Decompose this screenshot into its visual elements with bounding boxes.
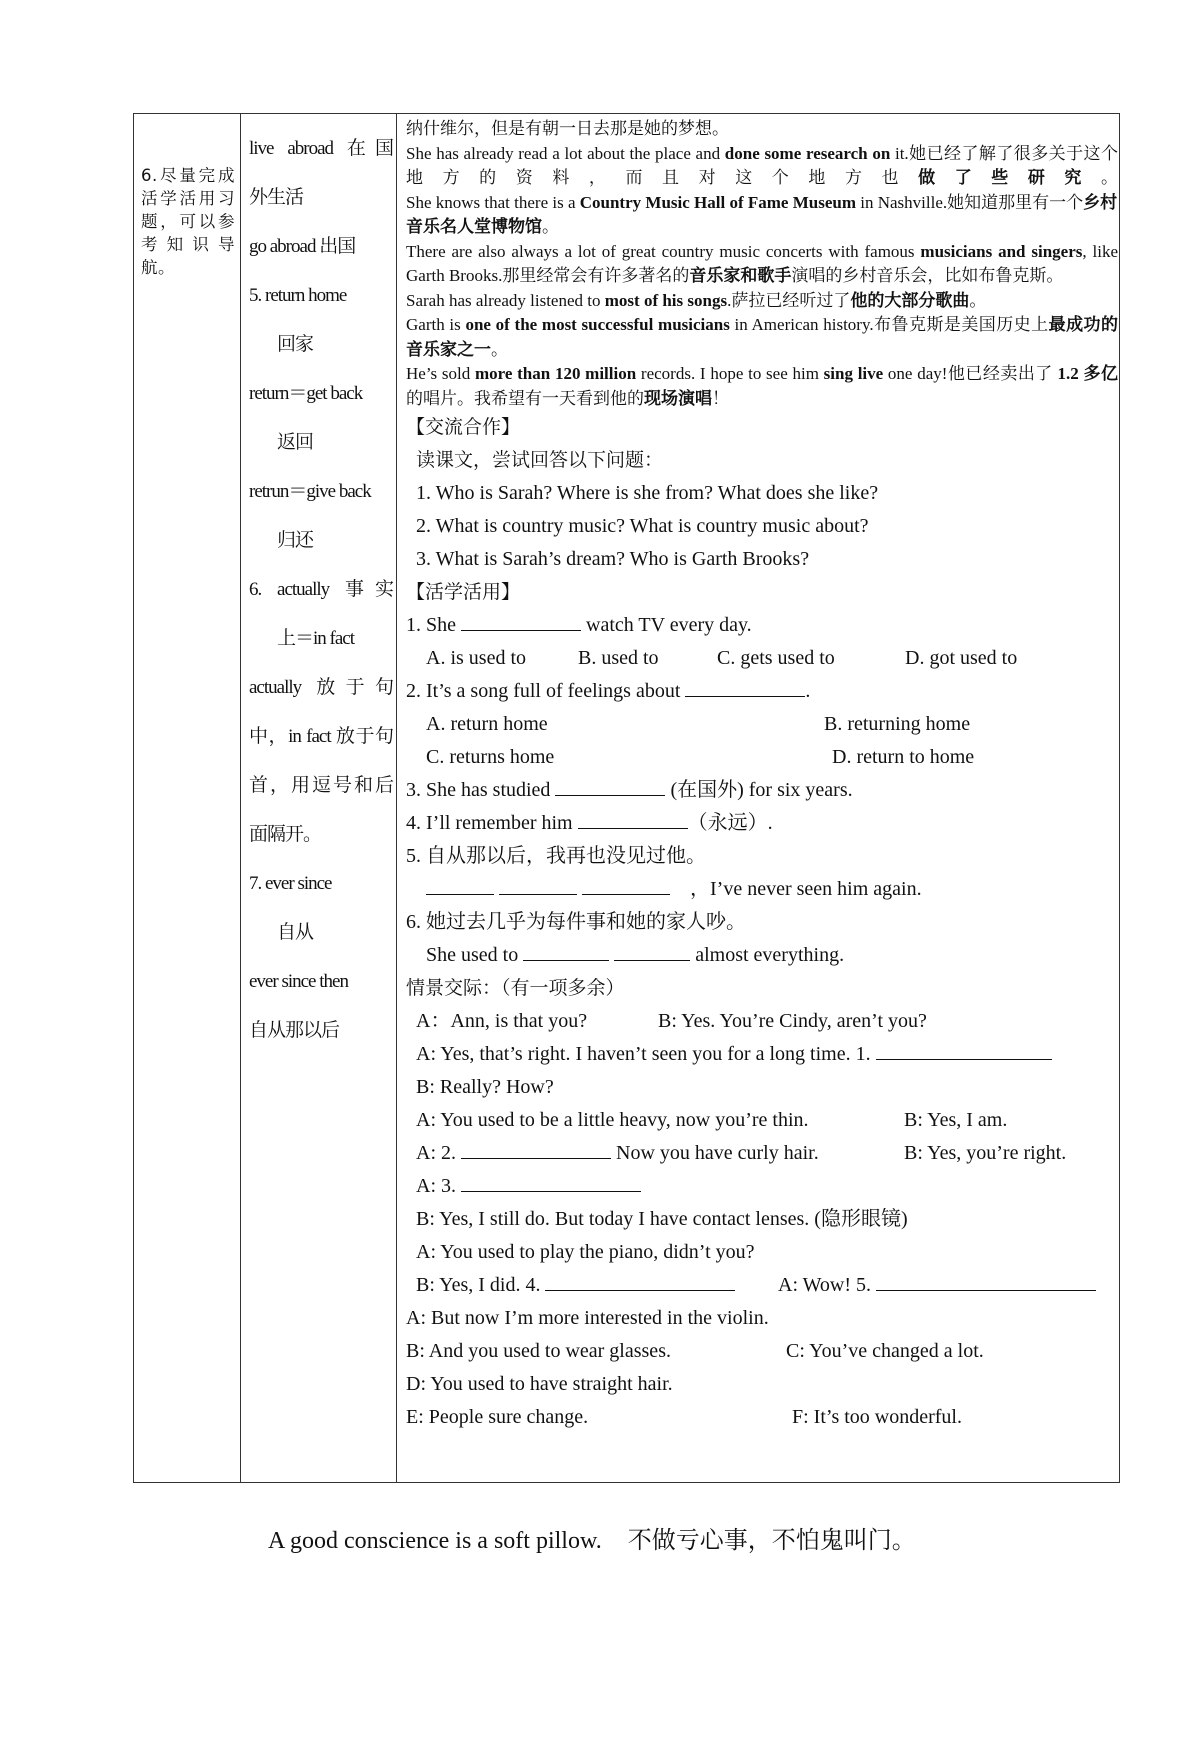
- answer-line: ，I’ve never seen him again.: [406, 873, 1118, 906]
- vocab-line: 6. actually 事实: [249, 579, 393, 600]
- proverb-chinese: 不做亏心事，不怕鬼叫门。: [627, 1528, 916, 1554]
- answer-blank[interactable]: [461, 1173, 641, 1192]
- vocab-line: actually 放于句: [249, 677, 393, 698]
- section-heading: 【交流合作】: [406, 416, 521, 438]
- vocab-line: 自从: [277, 922, 314, 943]
- answer-blank[interactable]: [461, 1140, 611, 1159]
- proverb: [268, 1520, 942, 1555]
- options-row: [406, 642, 1118, 675]
- option[interactable]: A. is used to: [426, 647, 526, 669]
- proverb-english: A good conscience is a soft pillow.: [268, 1528, 602, 1554]
- choice-option: E: People sure change. F: It’s too wonderful.: [406, 1406, 962, 1428]
- question: 6. 她过去几乎为每件事和她的家人吵。: [406, 911, 746, 933]
- answer-blank[interactable]: [582, 876, 670, 895]
- vocab-line: 中，in fact 放于句: [249, 726, 393, 747]
- lesson-table: [133, 113, 1120, 1483]
- vocab-line: 外生活: [249, 187, 304, 208]
- choice-option: D: You used to have straight hair.: [406, 1373, 673, 1395]
- reading-passage: [406, 117, 1118, 411]
- answer-blank[interactable]: [545, 1272, 735, 1291]
- question: 4. I’ll remember him （永远）.: [406, 812, 773, 834]
- dialogue-line: A: You used to play the piano, didn’t you?: [416, 1241, 755, 1263]
- dialogue-line: A: You used to be a little heavy, now you’re thin. B: Yes, I am.: [416, 1109, 1008, 1131]
- vocab-column: [241, 114, 397, 1482]
- question: 2. It’s a song full of feelings about .: [406, 680, 811, 702]
- question: 2. What is country music? What is country music about?: [416, 515, 869, 537]
- section-heading: 情景交际：（有一项多余）: [406, 977, 625, 999]
- vocab-line: 上＝in fact: [277, 628, 355, 649]
- answer-blank[interactable]: [876, 1041, 1052, 1060]
- vocab-line: 返回: [277, 432, 314, 453]
- vocab-line: 5. return home: [249, 285, 347, 306]
- dialogue-line: A：Ann, is that you? B: Yes. You’re Cindy, aren’t you?: [416, 1010, 927, 1032]
- reading-paragraph: She has already read a lot about the place and done some research on it.她已经了解了很多关于这个地方的资料，而且对这个地方也做了些研究。: [406, 143, 1119, 187]
- answer-blank[interactable]: [614, 942, 690, 961]
- reading-paragraph: Garth is one of the most successful musicians in American history.布鲁克斯是美国历史上最成功的音乐家之一。: [406, 315, 1118, 359]
- instruction-column: [134, 114, 241, 1482]
- question: 5. 自从那以后，我再也没见过他。: [406, 845, 706, 867]
- question: 1. She watch TV every day.: [406, 614, 752, 636]
- dialogue-line: B: Yes, I still do. But today I have contact lenses. (隐形眼镜): [416, 1208, 908, 1230]
- option[interactable]: B. returning home: [824, 713, 971, 735]
- vocab-line: return＝get back: [249, 383, 363, 404]
- choice-option: A: But now I’m more interested in the violin.: [406, 1307, 769, 1329]
- dialogue-line: A: 2. Now you have curly hair. B: Yes, you’re right.: [416, 1142, 1067, 1164]
- answer-blank[interactable]: [426, 876, 494, 895]
- option[interactable]: B. used to: [578, 647, 659, 669]
- section-heading: 【活学活用】: [406, 581, 521, 603]
- answer-blank[interactable]: [555, 777, 665, 796]
- section-intro: 读课文，尝试回答以下问题：: [416, 449, 664, 471]
- option[interactable]: D. return to home: [832, 746, 975, 768]
- vocab-line: 回家: [277, 334, 314, 355]
- exercise-section: [406, 411, 1118, 1434]
- reading-paragraph: Sarah has already listened to most of his songs.萨拉已经听过了他的大部分歌曲。: [406, 290, 987, 310]
- question: 3. She has studied (在国外) for six years.: [406, 779, 853, 801]
- answer-line: She used to almost everything.: [426, 944, 845, 966]
- dialogue-line: B: Really? How?: [416, 1076, 554, 1098]
- vocab-line: 面隔开。: [249, 824, 322, 845]
- reading-paragraph: He’s sold more than 120 million records. I hope to see him sing live one day!他已经卖出了 1.2 多亿的唱片。我希望有一天看到他的现场演唱！: [406, 364, 1118, 408]
- vocab-line: retrun＝give back: [249, 481, 371, 502]
- vocab-line: 7. ever since: [249, 873, 332, 894]
- reading-line: 纳什维尔，但是有朝一日去那是她的梦想。: [406, 119, 729, 138]
- dialogue-line: A: 3.: [406, 1170, 1118, 1203]
- vocab-line: go abroad 出国: [249, 236, 356, 257]
- option[interactable]: D. got used to: [905, 647, 1018, 669]
- answer-blank[interactable]: [876, 1272, 1096, 1291]
- answer-blank[interactable]: [499, 876, 577, 895]
- vocab-line: 自从那以后: [249, 1020, 340, 1041]
- dialogue-line: B: Yes, I did. 4. A: Wow! 5.: [406, 1269, 1118, 1302]
- option[interactable]: C. gets used to: [717, 647, 835, 669]
- question: 1. Who is Sarah? Where is she from? What does she like?: [416, 482, 879, 504]
- answer-blank[interactable]: [685, 678, 805, 697]
- option[interactable]: A. return home: [426, 713, 548, 735]
- reading-paragraph: She knows that there is a Country Music Hall of Fame Museum in Nashville.她知道那里有一个乡村音乐名人堂博物馆。: [406, 192, 1118, 236]
- vocab-list: [249, 124, 393, 1055]
- dialogue-line: A: Yes, that’s right. I haven’t seen you for a long time. 1.: [406, 1038, 1118, 1071]
- content-column: [397, 114, 1119, 1482]
- choice-option: B: And you used to wear glasses. C: You’ve changed a lot.: [406, 1340, 984, 1362]
- reading-paragraph: There are also always a lot of great country music concerts with famous musicians and singers, like Garth Brooks.那里经常会有许多著名的音乐家和歌手演唱的乡村音乐会，比如布鲁克斯。: [406, 241, 1118, 285]
- answer-blank[interactable]: [523, 942, 609, 961]
- instruction-text: 6.尽量完成活学活用习题，可以参考知识导航。: [141, 166, 235, 277]
- vocab-line: 归还: [277, 530, 314, 551]
- answer-blank[interactable]: [578, 810, 688, 829]
- options-row: [406, 708, 1118, 741]
- question: 3. What is Sarah’s dream? Who is Garth Brooks?: [416, 548, 810, 570]
- answer-blank[interactable]: [461, 612, 581, 631]
- options-row: [406, 741, 1118, 774]
- vocab-line: live abroad 在国: [249, 138, 393, 159]
- vocab-line: 首，用逗号和后: [249, 775, 393, 796]
- vocab-line: ever since then: [249, 971, 348, 992]
- option[interactable]: C. returns home: [426, 746, 555, 768]
